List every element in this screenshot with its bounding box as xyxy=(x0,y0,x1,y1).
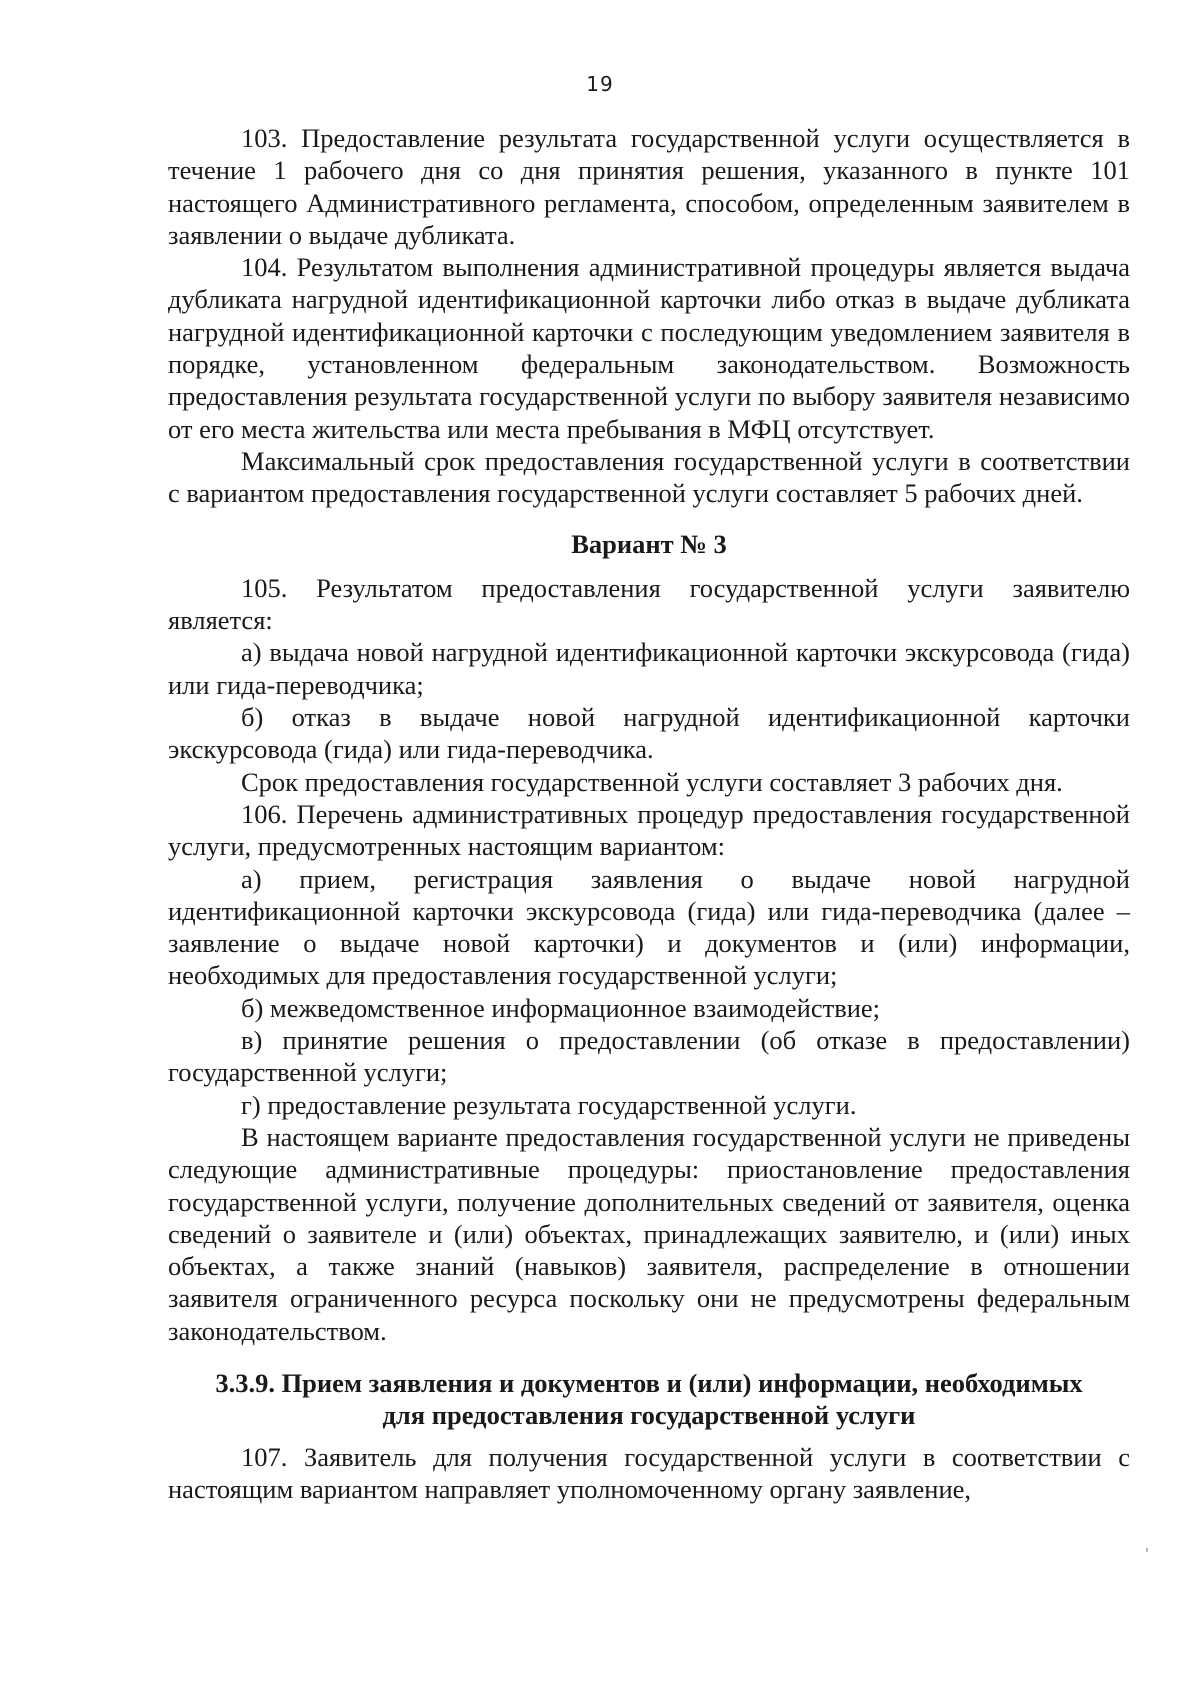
section-heading-line-2: для предоставления государственной услуги xyxy=(382,1399,916,1430)
scan-artifact xyxy=(1146,1548,1148,1552)
paragraph-103: 103. Предоставление результата государственной услуги осуществляется в течение 1 рабочего дня со дня принятия решения, указанного в пункте 101 настоящего Административного регламента, способом, определенным заявителем в заявлении о выдаче дубликата. xyxy=(168,123,1130,250)
paragraph-106-g: г) предоставление результата государственной услуги. xyxy=(241,1089,857,1120)
paragraph-106-v: в) принятие решения о предоставлении (об отказе в предоставлении) государственной услуги; xyxy=(168,1025,1130,1088)
paragraph-105: 105. Результатом предоставления государственной услуги заявителю является: xyxy=(168,572,1130,636)
paragraph-105-a: а) выдача новой нагрудной идентификационной карточки экскурсовода (гида) или гида-переводчика; xyxy=(168,637,1130,700)
section-heading xyxy=(168,1367,1130,1431)
paragraph-104: 104. Результатом выполнения административной процедуры является выдача дубликата нагрудной идентификационной карточки либо отказ в выдаче дубликата нагрудной идентификационной карточки с последующим уведомлением заявителя в порядке, установленном федеральным законодательством. Возможность предоставления результата государственной услуги по выбору заявителя независимо от его места жительства или места пребывания в МФЦ отсутствует. xyxy=(168,252,1130,444)
paragraph-106: 106. Перечень административных процедур предоставления государственной услуги, предусмотренных настоящим вариантом: xyxy=(168,798,1130,862)
paragraph-max-term: Максимальный срок предоставления государственной услуги в соответствии с вариантом предоставления государственной услуги составляет 5 рабочих дней. xyxy=(168,445,1130,509)
paragraph-106-b: б) межведомственное информационное взаимодействие; xyxy=(241,992,881,1023)
section-heading-line-1: 3.3.9. Прием заявления и документов и (или) информации, необходимых xyxy=(215,1367,1083,1398)
paragraph-term: Срок предоставления государственной услуги составляет 3 рабочих дня. xyxy=(241,766,1063,797)
paragraph-not-provided: В настоящем варианте предоставления государственной услуги не приведены следующие административные процедуры: приостановление предоставления государственной услуги, получение дополнительных сведений от заявителя, оценка сведений о заявителе и (или) объектах, принадлежащих заявителю, и (или) иных объектах, а также знаний (навыков) заявителя, распределение в отношении заявителя ограниченного ресурса поскольку они не предусмотрены федеральным законодательством. xyxy=(168,1121,1130,1346)
paragraph-105-b: б) отказ в выдаче новой нагрудной идентификационной карточки экскурсовода (гида) или гида-переводчика. xyxy=(168,702,1130,765)
paragraph-107: 107. Заявитель для получения государственной услуги в соответствии с настоящим вариантом направляет уполномоченному органу заявление, xyxy=(168,1441,1130,1505)
paragraph-106-a: а) прием, регистрация заявления о выдаче новой нагрудной идентификационной карточки экскурсовода (гида) или гида-переводчика (далее – заявление о выдаче новой карточки) и документов и (или) информации, необходимых для предоставления государственной услуги; xyxy=(168,863,1130,991)
page-number: 19 xyxy=(586,72,614,96)
document-body xyxy=(168,122,1130,1506)
variant-heading: Вариант № 3 xyxy=(571,528,727,559)
